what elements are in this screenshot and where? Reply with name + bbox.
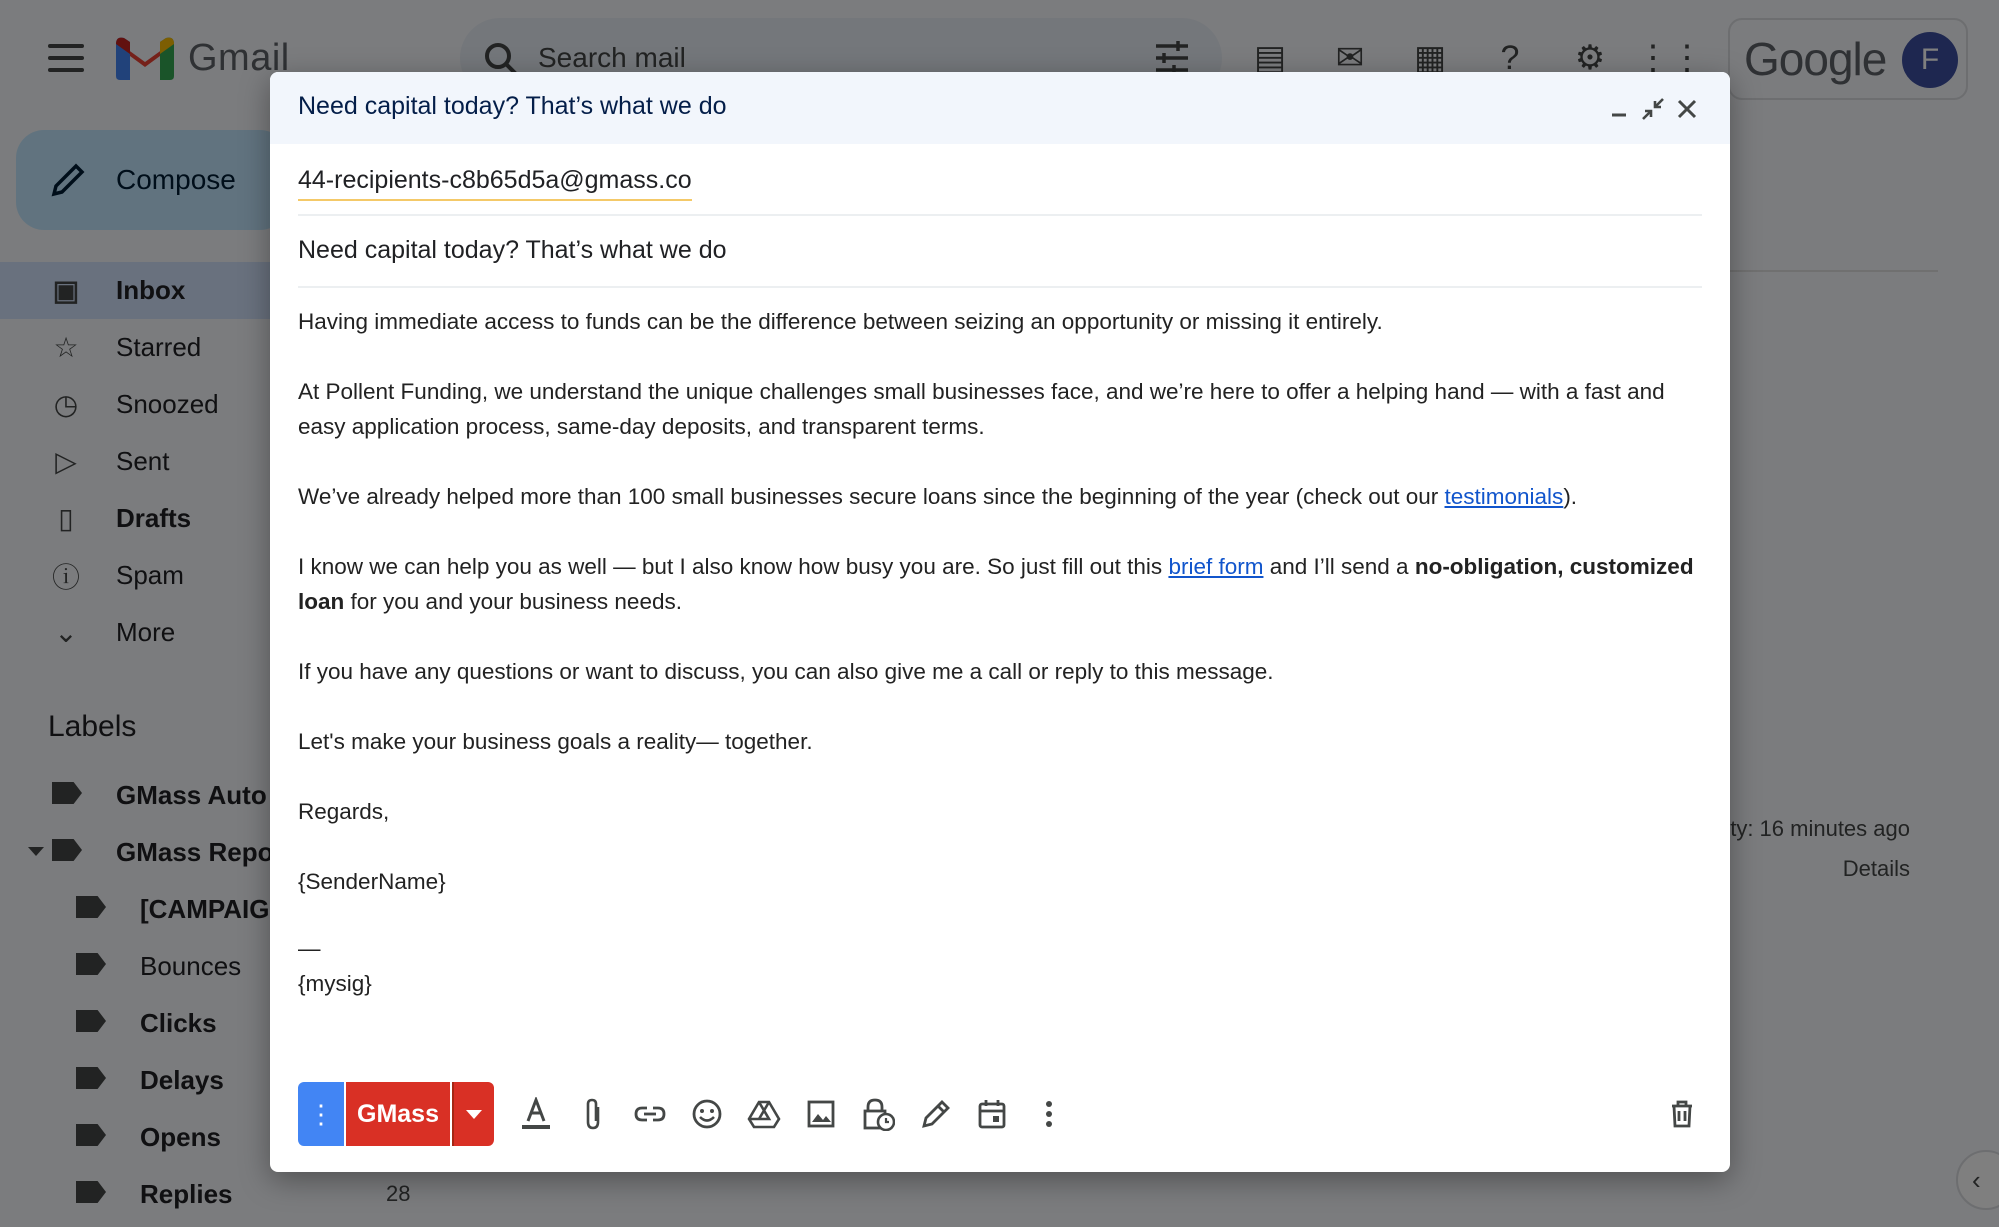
text-format-icon[interactable]	[516, 1094, 556, 1134]
body-paragraph: At Pollent Funding, we understand the unique challenges small businesses face, and we’re here to offer a helping hand — with a fast and easy application process, same-day deposits, and transparent terms.	[298, 379, 1665, 439]
caret-down-icon	[466, 1110, 482, 1119]
close-icon[interactable]	[1672, 94, 1702, 124]
brief-form-link[interactable]: brief form	[1168, 554, 1264, 579]
compose-header[interactable]	[270, 72, 1730, 144]
subject-field[interactable]	[298, 216, 1702, 288]
body-paragraph: Having immediate access to funds can be the difference between seizing an opportunity or missing it entirely.	[298, 309, 1383, 334]
gmass-send-button[interactable]: GMass	[346, 1082, 450, 1146]
gmass-settings-button[interactable]	[298, 1082, 344, 1146]
body-text: We’ve already helped more than 100 small businesses secure loans since the beginning of the year (check out our	[298, 484, 1445, 509]
image-icon[interactable]	[801, 1094, 841, 1134]
compose-toolbar	[298, 1082, 1702, 1148]
calendar-icon[interactable]	[972, 1094, 1012, 1134]
body-text: I know we can help you as well — but I also know how busy you are. So just fill out this	[298, 554, 1169, 579]
emoji-icon[interactable]	[687, 1094, 727, 1134]
formatting-icons	[516, 1094, 1086, 1134]
drive-icon[interactable]	[744, 1094, 784, 1134]
compose-title: Need capital today? That’s what we do	[298, 92, 727, 120]
testimonials-link[interactable]: testimonials	[1444, 484, 1564, 509]
body-paragraph	[298, 549, 1702, 619]
body-paragraph: Let's make your business goals a reality— together.	[298, 729, 813, 754]
pen-icon[interactable]	[915, 1094, 955, 1134]
body-bold-text: no-obligation, customized loan	[298, 554, 1694, 614]
more-vert-icon: ⋮	[308, 1098, 334, 1129]
signature-placeholder: {mysig}	[298, 971, 372, 996]
minimize-icon[interactable]	[1604, 94, 1634, 124]
body-text: ).	[1563, 484, 1578, 509]
body-text: for you and your business needs.	[344, 589, 682, 614]
confidential-mode-icon[interactable]	[858, 1094, 898, 1134]
body-paragraph	[298, 479, 1702, 514]
signature-dash: —	[298, 936, 321, 961]
subject-input[interactable]: Need capital today? That’s what we do	[298, 236, 727, 264]
body-paragraph: Regards,	[298, 799, 390, 824]
body-paragraph: {SenderName}	[298, 869, 446, 894]
more-options-icon[interactable]	[1029, 1094, 1069, 1134]
compose-dialog	[270, 72, 1730, 1172]
body-paragraph: If you have any questions or want to discuss, you can also give me a call or reply to this message.	[298, 659, 1274, 684]
recipient-chip[interactable]: 44-recipients-c8b65d5a@gmass.co	[298, 166, 692, 201]
attach-icon[interactable]	[573, 1094, 613, 1134]
message-body[interactable]	[298, 304, 1702, 1036]
discard-draft-icon[interactable]	[1662, 1094, 1702, 1134]
body-text: and I’ll send a	[1263, 554, 1415, 579]
gmass-dropdown-button[interactable]	[452, 1082, 494, 1146]
link-icon[interactable]	[630, 1094, 670, 1134]
recipients-field[interactable]	[298, 144, 1702, 216]
exit-fullscreen-icon[interactable]	[1638, 94, 1668, 124]
